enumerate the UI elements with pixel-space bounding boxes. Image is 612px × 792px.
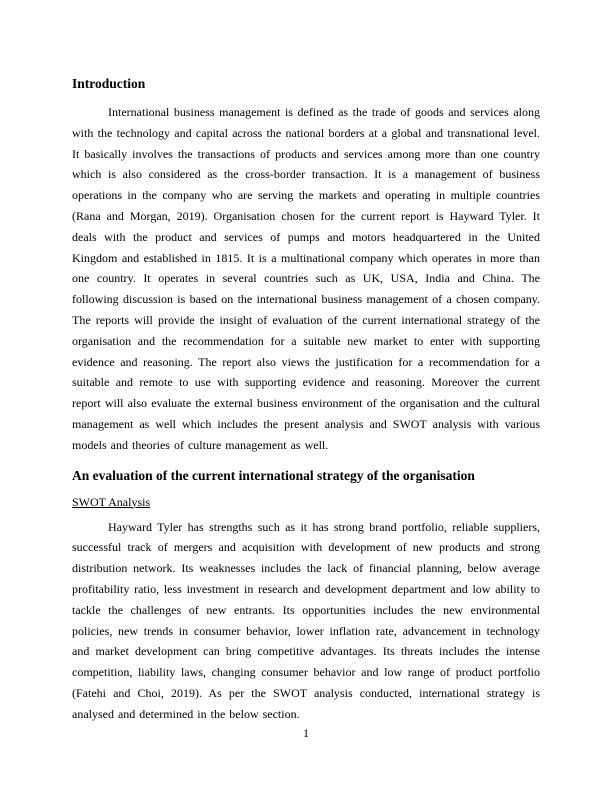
page-number: 1 [303,726,309,740]
subheading-swot-analysis: SWOT Analysis [72,494,151,509]
section-heading-evaluation: An evaluation of the current international strategy of the organisation [72,467,475,483]
paragraph-swot-analysis: Hayward Tyler has strengths such as it has strong brand portfolio, reliable suppliers, successful track of mergers and acquisition with development of new products and strong distribution network. Its weaknesses includes the lack of financial planning, below average profitability ratio, less investment in research and development department and low ability to tackle the challenges of new entrants. Its opportunities includes the new environmental policies, new trends in consumer behavior, lower inflation rate, advancement in technology and market development can bring competitive advantages. Its threats includes the intense competition, liability laws, changing consumer behavior and low range of product portfolio (Fatehi and Choi, 2019). As per the SWOT analysis conducted, international strategy is analysed and determined in the below section. [72,519,540,721]
section-heading-introduction: Introduction [72,76,146,91]
paragraph-introduction: International business management is defined as the trade of goods and services along with the technology and capital across the national borders at a global and transnational level. It basically involves the transactions of products and services among more than one country which is also considered as the cross-border transaction. It is a management of business operations in the company who are serving the markets and operating in multiple countries (Rana and Morgan, 2019). Organisation chosen for the current report is Hayward Tyler. It deals with the product and services of pumps and motors headquartered in the United Kingdom and established in 1815. It is a multinational company which operates in more than one country. It operates in several countries such as UK, USA, India and China. The following discussion is based on the international business management of a chosen company. The reports will provide the insight of evaluation of the current international strategy of the organisation and the recommendation for a suitable new market to enter with supporting evidence and reasoning. The report also views the justification for a recommendation for a suitable and remote to use with supporting evidence and reasoning. Moreover the current report will also evaluate the external business environment of the organisation and the cultural management as well which includes the present analysis and SWOT analysis with various models and theories of culture management as well. [72,105,540,452]
